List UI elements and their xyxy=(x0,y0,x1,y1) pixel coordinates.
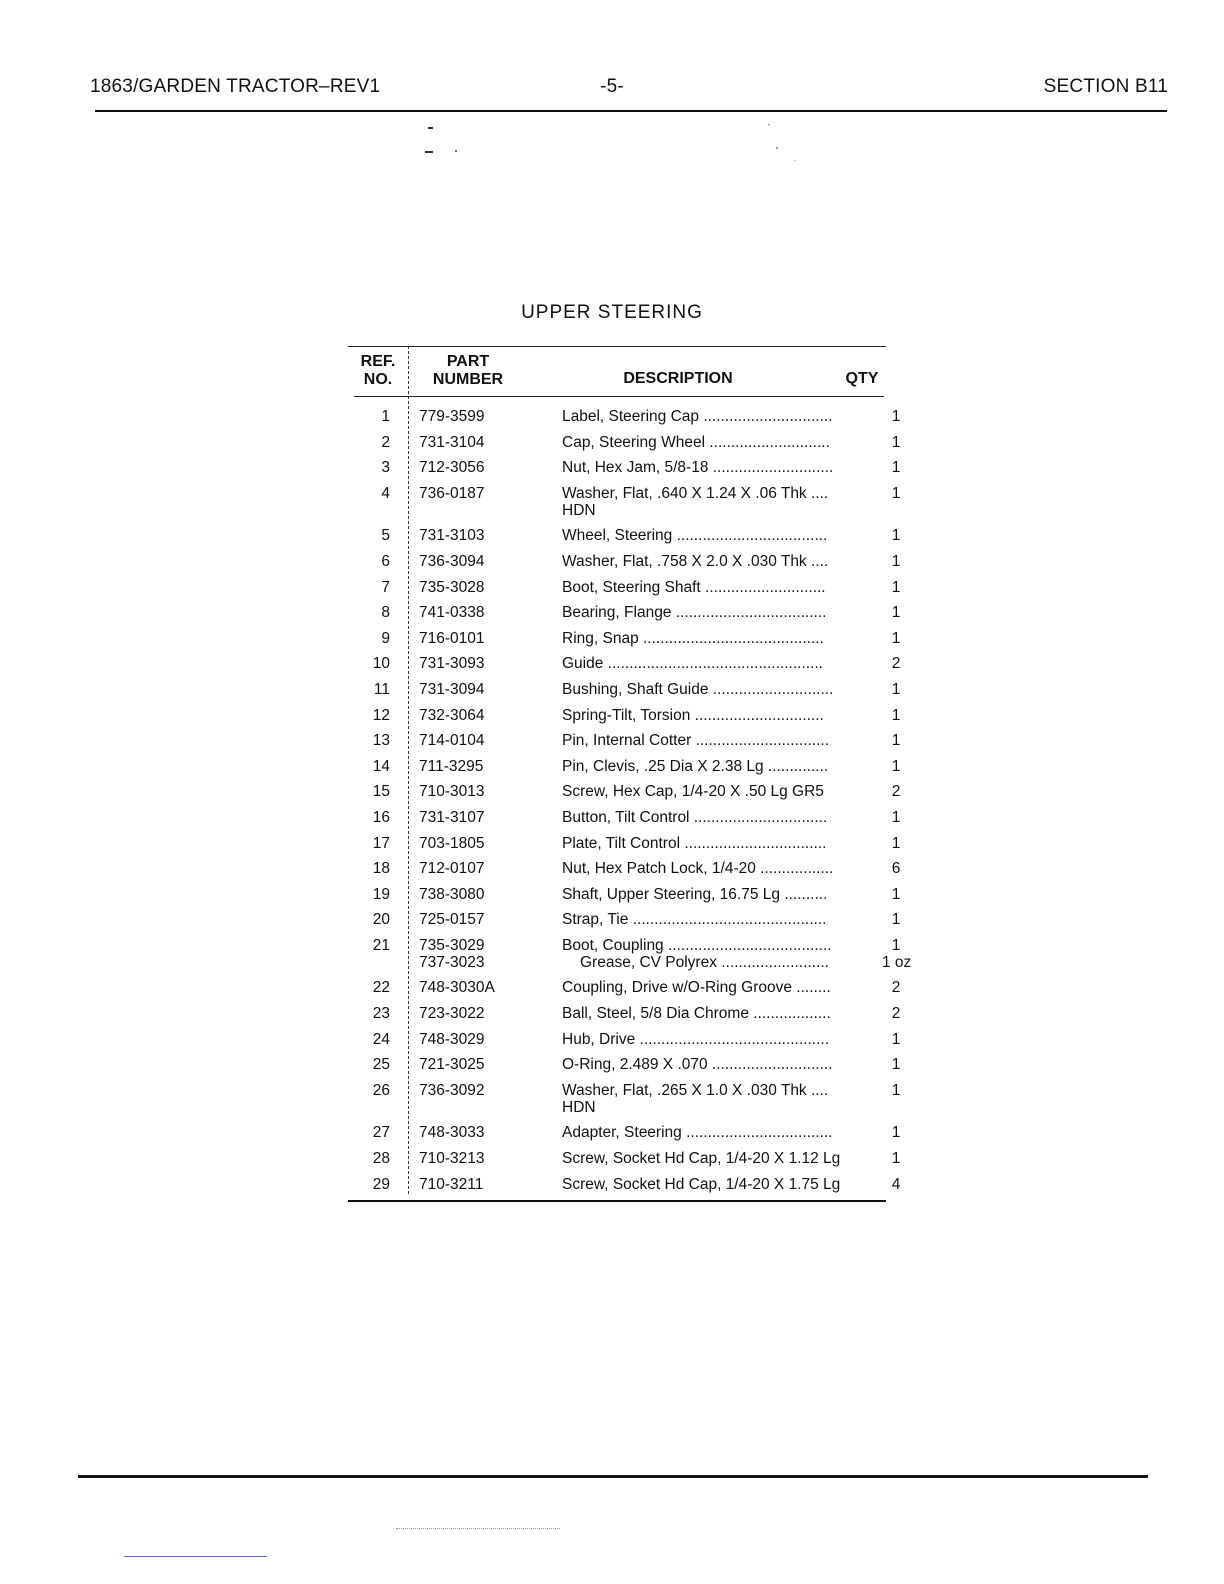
part-number xyxy=(390,681,543,698)
quantity xyxy=(882,408,910,425)
footer-link-line xyxy=(124,1556,267,1557)
part-number-text: 741-0338 xyxy=(419,604,485,622)
part-number-text: 736-0187 xyxy=(419,484,485,502)
ref-number: 7 xyxy=(381,578,390,596)
ref-number: 18 xyxy=(372,860,390,878)
description-text: Cap, Steering Wheel ............................ xyxy=(562,433,830,451)
ref-number: 4 xyxy=(381,484,390,502)
header-part-number xyxy=(418,353,518,389)
quantity xyxy=(882,485,910,519)
description-text: Nut, Hex Jam, 5/8-18 ............................ xyxy=(562,459,834,477)
description-text: Washer, Flat, .758 X 2.0 X .030 Thk .... xyxy=(562,552,829,570)
quantity-text: 1 xyxy=(891,433,901,451)
part-number xyxy=(390,1176,543,1193)
quantity xyxy=(882,809,910,826)
quantity xyxy=(882,630,910,647)
description xyxy=(543,459,882,476)
part-number xyxy=(390,809,543,826)
quantity xyxy=(882,1124,910,1141)
table-bottom-rule xyxy=(348,1200,886,1202)
quantity xyxy=(882,1005,910,1022)
table-row xyxy=(348,459,901,477)
part-number-text: 735-3029 xyxy=(419,936,485,954)
ref-number: 11 xyxy=(373,680,390,698)
table-row xyxy=(348,979,901,997)
part-number xyxy=(390,886,543,903)
part-number xyxy=(390,408,543,425)
description xyxy=(543,707,882,724)
part-number-text: 779-3599 xyxy=(419,408,485,425)
quantity xyxy=(882,553,910,570)
ref-number: 15 xyxy=(372,783,390,801)
quantity-text: 1 xyxy=(891,604,901,622)
description-text: Hub, Drive ............................................ xyxy=(562,1030,830,1048)
part-number xyxy=(390,485,543,519)
description-text: Strap, Tie ............................................. xyxy=(562,911,827,929)
description xyxy=(543,579,882,596)
part-number xyxy=(390,434,543,451)
quantity-text-2: 1 oz xyxy=(882,953,912,971)
table-row xyxy=(348,706,901,724)
quantity-text: 1 xyxy=(891,757,901,775)
part-number-text: 712-0107 xyxy=(419,860,485,878)
quantity-text: 2 xyxy=(891,979,901,997)
quantity xyxy=(882,459,910,476)
header-description: DESCRIPTION xyxy=(623,370,733,387)
quantity-text: 2 xyxy=(891,783,901,801)
table-row xyxy=(348,552,901,570)
quantity-text: 1 xyxy=(891,834,901,852)
quantity xyxy=(882,681,910,698)
description xyxy=(543,604,882,621)
table-row xyxy=(348,1124,901,1142)
part-number xyxy=(390,911,543,928)
description-text-2: HDN xyxy=(562,1098,596,1116)
quantity-text: 1 xyxy=(891,459,901,477)
part-number xyxy=(390,1031,543,1048)
quantity xyxy=(882,1082,910,1116)
part-number-text: 731-3093 xyxy=(419,655,485,673)
description-text: Ball, Steel, 5/8 Dia Chrome .................. xyxy=(562,1005,831,1023)
part-number xyxy=(390,1056,543,1073)
quantity-text: 1 xyxy=(891,408,901,425)
table-row xyxy=(348,408,901,425)
quantity-text: 1 xyxy=(891,1056,901,1074)
part-number xyxy=(390,979,543,996)
description xyxy=(543,886,882,903)
quantity-text: 1 xyxy=(891,552,901,570)
description-text: Ring, Snap .......................................... xyxy=(562,629,824,647)
footer-specks xyxy=(396,1528,560,1531)
quantity xyxy=(882,860,910,877)
part-number xyxy=(390,527,543,544)
quantity xyxy=(882,758,910,775)
table-row xyxy=(348,860,901,878)
description xyxy=(543,630,882,647)
ref-number: 29 xyxy=(372,1175,390,1193)
quantity xyxy=(882,604,910,621)
description xyxy=(543,681,882,698)
table-row xyxy=(348,680,901,698)
description xyxy=(543,809,882,826)
table-row xyxy=(348,578,901,596)
ref-number: 8 xyxy=(381,604,390,622)
quantity-text: 1 xyxy=(891,484,901,502)
quantity-text: 1 xyxy=(891,911,901,929)
quantity-text: 1 xyxy=(891,1030,901,1048)
part-number-text-2: 737-3023 xyxy=(419,953,485,971)
ref-number: 5 xyxy=(381,527,390,545)
quantity xyxy=(882,937,910,971)
description-text: Washer, Flat, .640 X 1.24 X .06 Thk .... xyxy=(562,484,829,502)
header-part-line2: NUMBER xyxy=(432,371,504,388)
ref-number: 6 xyxy=(381,552,390,570)
description xyxy=(543,860,882,877)
part-number-text: 710-3213 xyxy=(419,1150,485,1168)
ref-number: 3 xyxy=(381,459,390,477)
table-row xyxy=(348,655,901,673)
table-row xyxy=(348,732,901,750)
part-number-text: 731-3094 xyxy=(419,680,485,698)
part-number xyxy=(390,553,543,570)
description-text: Screw, Socket Hd Cap, 1/4-20 X 1.12 Lg xyxy=(562,1150,841,1168)
description xyxy=(543,1056,882,1073)
table-row xyxy=(348,911,901,929)
description-text: Screw, Socket Hd Cap, 1/4-20 X 1.75 Lg xyxy=(562,1175,841,1193)
quantity xyxy=(882,655,910,672)
ref-number: 1 xyxy=(381,408,390,425)
part-number-text: 736-3092 xyxy=(419,1081,485,1099)
description xyxy=(543,1124,882,1141)
part-number-text: 731-3104 xyxy=(419,433,485,451)
part-number xyxy=(390,579,543,596)
table-row xyxy=(348,757,901,775)
ref-number: 13 xyxy=(372,732,390,750)
table-body xyxy=(348,408,912,1201)
part-number xyxy=(390,860,543,877)
quantity xyxy=(882,886,910,903)
description-text-2: HDN xyxy=(562,501,596,519)
description xyxy=(543,1005,882,1022)
quantity-text: 1 xyxy=(891,885,901,903)
description-text: Screw, Hex Cap, 1/4-20 X .50 Lg GR5 xyxy=(562,783,824,801)
ref-number: 22 xyxy=(372,979,390,997)
ref-number: 16 xyxy=(372,808,390,826)
quantity-text: 1 xyxy=(891,629,901,647)
part-number-text: 711-3295 xyxy=(419,757,484,775)
table-row xyxy=(348,1081,901,1116)
ref-number: 17 xyxy=(372,834,390,852)
description-text: Washer, Flat, .265 X 1.0 X .030 Thk .... xyxy=(562,1081,829,1099)
description-text: Boot, Coupling ...................................... xyxy=(562,936,832,954)
part-number-text: 748-3029 xyxy=(419,1030,485,1048)
header-ref-no xyxy=(354,353,402,389)
quantity xyxy=(882,835,910,852)
ref-number: 19 xyxy=(372,885,390,903)
quantity-text: 1 xyxy=(891,578,901,596)
description xyxy=(543,758,882,775)
description xyxy=(543,1150,882,1167)
part-number xyxy=(390,655,543,672)
table-row xyxy=(348,484,901,519)
table-header-rule xyxy=(354,396,884,397)
quantity-text: 1 xyxy=(891,1150,901,1168)
part-number xyxy=(390,459,543,476)
quantity-text: 1 xyxy=(891,732,901,750)
quantity xyxy=(882,979,910,996)
description xyxy=(543,553,882,570)
part-number xyxy=(390,1124,543,1141)
description-text: Pin, Internal Cotter ............................... xyxy=(562,732,830,750)
part-number-text: 703-1805 xyxy=(419,834,485,852)
quantity-text: 2 xyxy=(891,1005,901,1023)
table-row xyxy=(348,1030,901,1048)
part-number xyxy=(390,783,543,800)
description-text: Wheel, Steering ................................... xyxy=(562,527,828,545)
part-number-text: 710-3013 xyxy=(419,783,485,801)
part-number-text: 738-3080 xyxy=(419,885,485,903)
table-row xyxy=(348,1005,901,1023)
table-row xyxy=(348,885,901,903)
part-number-text: 725-0157 xyxy=(419,911,485,929)
scan-specks xyxy=(420,124,820,164)
description xyxy=(543,979,882,996)
part-number xyxy=(390,1082,543,1116)
quantity xyxy=(882,434,910,451)
description-text: Shaft, Upper Steering, 16.75 Lg .......... xyxy=(562,885,828,903)
description xyxy=(543,835,882,852)
description-text: O-Ring, 2.489 X .070 ............................ xyxy=(562,1056,833,1074)
description-text: Guide .................................................. xyxy=(562,655,823,673)
quantity xyxy=(882,527,910,544)
ref-number: 9 xyxy=(381,629,390,647)
quantity xyxy=(882,1150,910,1167)
description xyxy=(543,732,882,749)
ref-number: 20 xyxy=(372,911,390,929)
description-text: Bearing, Flange ................................... xyxy=(562,604,827,622)
quantity-text: 1 xyxy=(891,680,901,698)
description xyxy=(543,655,882,672)
quantity xyxy=(882,732,910,749)
ref-number: 26 xyxy=(372,1081,390,1099)
part-number-text: 721-3025 xyxy=(419,1056,485,1074)
description-text: Coupling, Drive w/O-Ring Groove ........ xyxy=(562,979,831,997)
part-number-text: 748-3030A xyxy=(419,979,495,997)
part-number-text: 723-3022 xyxy=(419,1005,485,1023)
part-number xyxy=(390,732,543,749)
footer-rule xyxy=(78,1475,1148,1478)
ref-number: 24 xyxy=(372,1030,390,1048)
part-number xyxy=(390,937,543,971)
header-section: SECTION B11 xyxy=(1043,76,1168,97)
table-row xyxy=(348,834,901,852)
part-number xyxy=(390,1150,543,1167)
part-number-text: 716-0101 xyxy=(419,629,485,647)
table-row xyxy=(348,1056,901,1074)
quantity xyxy=(882,1176,910,1193)
part-number-text: 731-3107 xyxy=(419,808,485,826)
quantity-text: 6 xyxy=(891,860,901,878)
description xyxy=(543,1176,882,1193)
description-text: Spring-Tilt, Torsion .............................. xyxy=(562,706,824,724)
description xyxy=(543,485,882,519)
header-qty: QTY xyxy=(845,370,879,387)
table-top-rule xyxy=(348,346,886,347)
description-text: Bushing, Shaft Guide ............................ xyxy=(562,680,834,698)
part-number-text: 736-3094 xyxy=(419,552,485,570)
header-page-number: -5- xyxy=(600,76,624,97)
quantity xyxy=(882,911,910,928)
description-text: Plate, Tilt Control ................................. xyxy=(562,834,827,852)
header-ref-line1: REF. xyxy=(360,353,396,370)
header-part-line1: PART xyxy=(446,353,490,370)
table-row xyxy=(348,783,901,801)
description-text: Button, Tilt Control ............................... xyxy=(562,808,828,826)
table-row xyxy=(348,808,901,826)
part-number xyxy=(390,1005,543,1022)
table-row xyxy=(348,1150,901,1168)
ref-number: 28 xyxy=(372,1150,390,1168)
description xyxy=(543,408,882,425)
description xyxy=(543,783,882,800)
part-number xyxy=(390,835,543,852)
description xyxy=(543,937,882,971)
quantity xyxy=(882,707,910,724)
ref-number: 14 xyxy=(372,757,390,775)
part-number-text: 735-3028 xyxy=(419,578,485,596)
description-text: Adapter, Steering .................................. xyxy=(562,1124,833,1142)
quantity xyxy=(882,1031,910,1048)
part-number xyxy=(390,758,543,775)
section-title: UPPER STEERING xyxy=(521,302,703,323)
quantity-text: 2 xyxy=(891,655,901,673)
quantity-text: 1 xyxy=(891,808,901,826)
quantity-text: 1 xyxy=(891,1124,901,1142)
ref-number: 23 xyxy=(372,1005,390,1023)
part-number-text: 710-3211 xyxy=(419,1175,484,1193)
quantity-text: 1 xyxy=(891,1081,901,1099)
description xyxy=(543,911,882,928)
ref-number: 27 xyxy=(372,1124,390,1142)
table-row xyxy=(348,433,901,451)
ref-number: 10 xyxy=(372,655,390,673)
description-text: Nut, Hex Patch Lock, 1/4-20 ................. xyxy=(562,860,834,878)
description xyxy=(543,1082,882,1116)
part-number-text: 732-3064 xyxy=(419,706,485,724)
table-row xyxy=(348,936,912,971)
quantity xyxy=(882,579,910,596)
table-row xyxy=(348,604,901,622)
table-row xyxy=(348,629,901,647)
ref-number: 21 xyxy=(372,936,390,954)
description xyxy=(543,434,882,451)
part-number-text: 748-3033 xyxy=(419,1124,485,1142)
description-text: Label, Steering Cap .............................. xyxy=(562,408,833,425)
header-rule xyxy=(95,110,1167,112)
ref-number: 2 xyxy=(381,433,390,451)
part-number xyxy=(390,707,543,724)
quantity xyxy=(882,1056,910,1073)
quantity-text: 1 xyxy=(891,527,901,545)
description-text: Boot, Steering Shaft ............................ xyxy=(562,578,826,596)
part-number xyxy=(390,630,543,647)
part-number-text: 712-3056 xyxy=(419,459,485,477)
description xyxy=(543,527,882,544)
ref-number: 25 xyxy=(372,1056,390,1074)
table-row xyxy=(348,527,901,545)
header-ref-line2: NO. xyxy=(363,371,393,388)
part-number xyxy=(390,604,543,621)
ref-number: 12 xyxy=(372,706,390,724)
description-text-2: Grease, CV Polyrex ......................... xyxy=(580,953,829,971)
table-row xyxy=(348,1175,901,1193)
quantity-text: 1 xyxy=(891,936,901,954)
quantity-text: 1 xyxy=(891,706,901,724)
quantity xyxy=(882,783,910,800)
description-text: Pin, Clevis, .25 Dia X 2.38 Lg .............. xyxy=(562,757,829,775)
part-number-text: 731-3103 xyxy=(419,527,485,545)
quantity-text: 4 xyxy=(891,1175,901,1193)
header-doc-title: 1863/GARDEN TRACTOR–REV1 xyxy=(90,76,381,97)
part-number-text: 714-0104 xyxy=(419,732,485,750)
description xyxy=(543,1031,882,1048)
